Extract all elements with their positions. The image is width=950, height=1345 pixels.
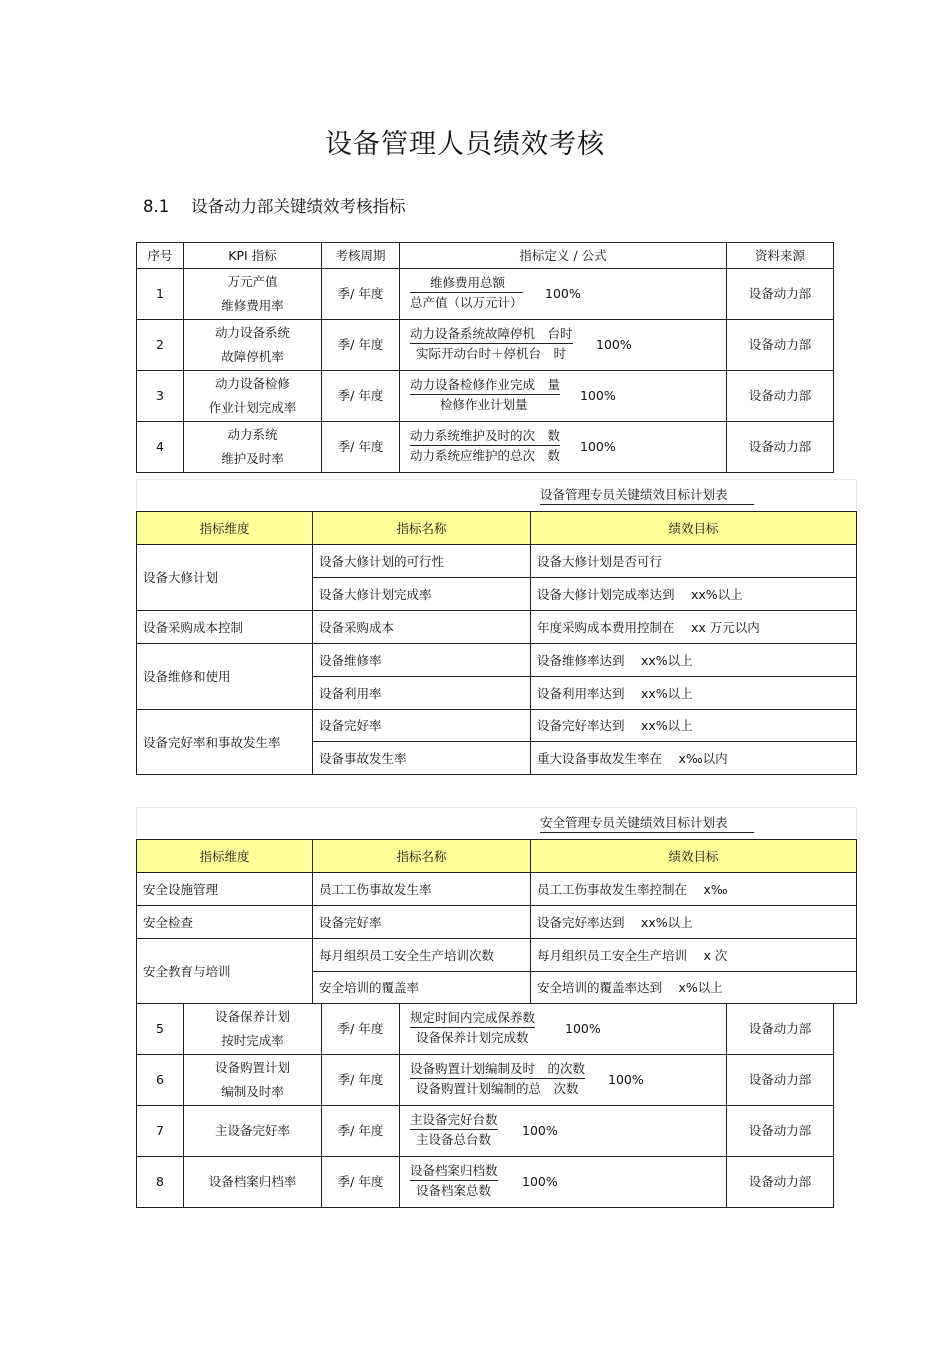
kpi-row [137, 371, 834, 422]
kpi-formula [400, 371, 727, 422]
plan-item-name: 员工工伤事故发生率 [313, 873, 531, 906]
kpi-period: 季/ 年度 [322, 371, 400, 422]
kpi-header-cell: KPI 指标 [184, 243, 322, 269]
plan-row [137, 906, 857, 939]
plan-dimension: 安全设施管理 [137, 873, 313, 906]
kpi-name-line2: 作业计划完成率 [208, 400, 297, 415]
kpi-name-line2: 维修费用率 [221, 298, 284, 313]
plan-item-name: 设备大修计划的可行性 [313, 545, 531, 578]
plan-row [137, 873, 857, 906]
plan-header-cell: 指标名称 [313, 840, 531, 873]
kpi-name [184, 1157, 322, 1208]
formula-numerator: 规定时间内完成保养数 [410, 1010, 536, 1025]
formula-denominator: 实际开动台时＋停机台 时 [410, 343, 573, 363]
kpi-source: 设备动力部 [727, 269, 834, 320]
plan-dimension: 设备大修计划 [137, 545, 313, 611]
kpi-no: 6 [137, 1055, 184, 1106]
plan-dimension: 设备维修和使用 [137, 644, 313, 710]
kpi-name-line1: 设备档案归档率 [208, 1174, 297, 1189]
formula-percent: 100% [596, 337, 632, 352]
plan-dimension: 安全检查 [137, 906, 313, 939]
kpi-name-line1: 主设备完好率 [214, 1123, 290, 1138]
formula-denominator: 设备档案总数 [410, 1180, 498, 1200]
kpi-name-line1: 设备购置计划 [214, 1060, 290, 1075]
kpi-source: 设备动力部 [727, 371, 834, 422]
kpi-formula [400, 1004, 727, 1055]
formula-numerator: 动力设备系统故障停机 台时 [410, 326, 573, 341]
kpi-formula [400, 422, 727, 473]
formula-percent: 100% [580, 388, 616, 403]
formula-denominator: 检修作业计划量 [410, 394, 560, 414]
plan-item-target: 设备大修计划完成率达到 xx%以上 [531, 578, 857, 611]
plan-dimension: 安全教育与培训 [137, 939, 313, 1004]
plan-item-name: 设备采购成本 [313, 611, 531, 644]
formula-denominator: 动力系统应维护的总次 数 [410, 445, 560, 465]
kpi-name [184, 320, 322, 371]
plan-item-name: 设备事故发生率 [313, 742, 531, 775]
kpi-header-cell: 指标定义 / 公式 [400, 243, 727, 269]
formula-denominator: 设备购置计划编制的总 次数 [410, 1078, 585, 1098]
kpi-no: 2 [137, 320, 184, 371]
kpi-name [184, 269, 322, 320]
plan-item-name: 设备维修率 [313, 644, 531, 677]
kpi-name-line1: 动力设备检修 [214, 376, 290, 391]
plan-header-cell: 绩效目标 [531, 840, 857, 873]
formula-denominator: 主设备总台数 [410, 1129, 498, 1149]
kpi-period: 季/ 年度 [322, 422, 400, 473]
kpi-name-line1: 动力系统 [227, 427, 278, 442]
kpi-header-cell: 序号 [137, 243, 184, 269]
kpi-period: 季/ 年度 [322, 1004, 400, 1055]
section-label: 设备动力部关键绩效考核指标 [191, 197, 406, 216]
kpi-no: 8 [137, 1157, 184, 1208]
plan-dimension: 设备完好率和事故发生率 [137, 710, 313, 775]
plan-item-name: 设备完好率 [313, 906, 531, 939]
formula-percent: 100% [580, 439, 616, 454]
plan-row [137, 939, 857, 972]
plan-row [137, 644, 857, 677]
plan-item-name: 设备利用率 [313, 677, 531, 710]
plan2-table [136, 839, 857, 1004]
plan-header-cell: 绩效目标 [531, 512, 857, 545]
kpi-row [137, 1106, 834, 1157]
kpi-name-line1: 万元产值 [227, 274, 278, 289]
kpi-source: 设备动力部 [727, 1055, 834, 1106]
formula-denominator: 设备保养计划完成数 [410, 1027, 535, 1047]
plan-row [137, 545, 857, 578]
kpi-formula [400, 1106, 727, 1157]
kpi-formula [400, 269, 727, 320]
kpi-formula [400, 320, 727, 371]
kpi-name [184, 1055, 322, 1106]
formula-numerator: 动力系统维护及时的次 数 [410, 428, 561, 443]
plan-item-name: 设备大修计划完成率 [313, 578, 531, 611]
formula-percent: 100% [545, 286, 581, 301]
plan-item-target: 年度采购成本费用控制在 xx 万元以内 [531, 611, 857, 644]
formula-numerator: 主设备完好台数 [410, 1112, 498, 1127]
plan-header-cell: 指标名称 [313, 512, 531, 545]
kpi-row [137, 269, 834, 320]
kpi-name-line2: 维护及时率 [221, 451, 284, 466]
formula-percent: 100% [565, 1021, 601, 1036]
plan-item-name: 安全培训的覆盖率 [313, 972, 531, 1004]
formula-numerator: 动力设备检修作业完成 量 [410, 377, 561, 392]
plan-row [137, 611, 857, 644]
kpi-no: 4 [137, 422, 184, 473]
section-number: 8.1 [143, 197, 170, 216]
kpi-formula [400, 1157, 727, 1208]
kpi-source: 设备动力部 [727, 1004, 834, 1055]
kpi-row [137, 320, 834, 371]
kpi-no: 7 [137, 1106, 184, 1157]
plan-item-target: 设备利用率达到 xx%以上 [531, 677, 857, 710]
kpi-source: 设备动力部 [727, 1106, 834, 1157]
kpi-period: 季/ 年度 [322, 1157, 400, 1208]
kpi-name [184, 1106, 322, 1157]
kpi-period: 季/ 年度 [322, 269, 400, 320]
formula-numerator: 设备购置计划编制及时 的次数 [410, 1061, 586, 1076]
kpi-no: 5 [137, 1004, 184, 1055]
plan-item-target: 设备大修计划是否可行 [531, 545, 857, 578]
kpi-row [137, 1055, 834, 1106]
kpi-name [184, 371, 322, 422]
plan-item-target: 重大设备事故发生率在 x‰以内 [531, 742, 857, 775]
kpi-name-line2: 编制及时率 [221, 1084, 284, 1099]
plan2-caption: 安全管理专员关键绩效目标计划表 [540, 813, 754, 833]
plan1-header-row [137, 512, 857, 545]
kpi-row [137, 1004, 834, 1055]
page-title: 设备管理人员绩效考核 [325, 129, 605, 160]
plan-item-target: 设备完好率达到 xx%以上 [531, 906, 857, 939]
plan-item-target: 每月组织员工安全生产培训 x 次 [531, 939, 857, 972]
kpi-period: 季/ 年度 [322, 1106, 400, 1157]
kpi-source: 设备动力部 [727, 320, 834, 371]
plan1-table [136, 511, 857, 775]
plan-header-cell: 指标维度 [137, 512, 313, 545]
plan-row [137, 710, 857, 742]
kpi-header-cell: 考核周期 [322, 243, 400, 269]
kpi-source: 设备动力部 [727, 422, 834, 473]
plan-item-target: 安全培训的覆盖率达到 x%以上 [531, 972, 857, 1004]
kpi-formula [400, 1055, 727, 1106]
formula-percent: 100% [522, 1123, 558, 1138]
kpi-header-row [137, 243, 834, 269]
plan-item-name: 每月组织员工安全生产培训次数 [313, 939, 531, 972]
formula-percent: 100% [522, 1174, 558, 1189]
plan-item-target: 设备维修率达到 xx%以上 [531, 644, 857, 677]
kpi-name-line2: 故障停机率 [221, 349, 284, 364]
kpi-name-line2: 按时完成率 [221, 1033, 284, 1048]
kpi-period: 季/ 年度 [322, 1055, 400, 1106]
kpi-name [184, 422, 322, 473]
kpi-source: 设备动力部 [727, 1157, 834, 1208]
kpi-no: 3 [137, 371, 184, 422]
plan-item-target: 员工工伤事故发生率控制在 x‰ [531, 873, 857, 906]
formula-percent: 100% [608, 1072, 644, 1087]
plan-item-target: 设备完好率达到 xx%以上 [531, 710, 857, 742]
plan-item-name: 设备完好率 [313, 710, 531, 742]
kpi-no: 1 [137, 269, 184, 320]
plan1-caption: 设备管理专员关键绩效目标计划表 [540, 485, 754, 505]
kpi-header-cell: 资料来源 [727, 243, 834, 269]
kpi-name-line1: 设备保养计划 [214, 1009, 290, 1024]
plan-dimension: 设备采购成本控制 [137, 611, 313, 644]
plan2-header-row [137, 840, 857, 873]
kpi-table-bottom [136, 1003, 834, 1208]
kpi-row [137, 422, 834, 473]
section-heading [143, 193, 406, 217]
formula-denominator: 总产值（以万元计） [410, 292, 523, 312]
kpi-period: 季/ 年度 [322, 320, 400, 371]
plan-header-cell: 指标维度 [137, 840, 313, 873]
formula-numerator: 设备档案归档数 [410, 1163, 498, 1178]
kpi-name [184, 1004, 322, 1055]
formula-numerator: 维修费用总额 [430, 275, 506, 290]
kpi-name-line1: 动力设备系统 [214, 325, 290, 340]
kpi-table-top [136, 242, 834, 473]
kpi-row [137, 1157, 834, 1208]
